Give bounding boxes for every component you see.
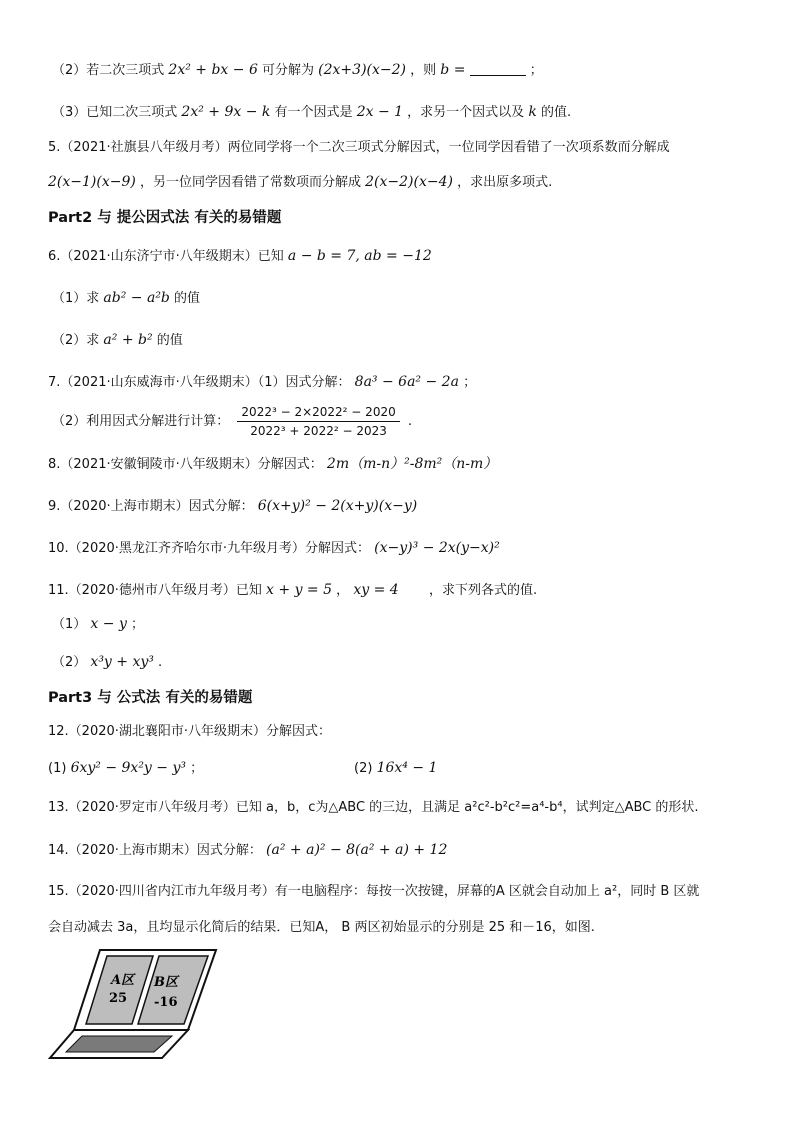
- q5-mid: ，另一位同学因看错了常数项而分解成: [139, 175, 361, 190]
- question-11-part-2: [52, 652, 752, 673]
- question-7: [48, 372, 748, 393]
- q10-label: 10.（2020·黑龙江齐齐哈尔市·九年级月考）分解因式：: [48, 541, 371, 556]
- question-6-part-2: [52, 330, 752, 351]
- question-13: 13.（2020·罗定市八年级月考）已知 a，b，c为△ABC 的三边，且满足 a²c²-b²c²=a⁴-b⁴，试判定△ABC 的形状.: [48, 800, 699, 815]
- q6-1-label: （1）求: [52, 291, 100, 306]
- question-14: [48, 840, 748, 861]
- question-10: [48, 538, 748, 559]
- question-6: [48, 246, 748, 267]
- q11-1-label: （1）: [52, 617, 87, 632]
- q12-2-expr: 16x⁴ − 1: [376, 760, 438, 776]
- q10-expr: (x−y)³ − 2x(y−x)²: [374, 540, 500, 556]
- q4-2-expr: 2x² + bx − 6: [168, 62, 258, 78]
- question-4-part-2: [52, 60, 752, 81]
- question-11-part-1: [52, 614, 752, 635]
- q11-end: ，求下列各式的值.: [428, 583, 538, 598]
- q11-2-end: .: [158, 655, 163, 670]
- q4-3-var: k: [528, 104, 537, 120]
- q11-1-expr: x − y: [90, 616, 127, 632]
- q7-2-end: .: [407, 414, 412, 429]
- question-6-part-1: [52, 288, 752, 309]
- section-heading-part3: Part3 与 公式法 有关的易错题: [48, 690, 253, 706]
- area-b-label: B区: [154, 975, 178, 990]
- q4-2-tail: ，则: [410, 63, 437, 78]
- q11-sep: ，: [336, 583, 350, 598]
- area-b-value: -16: [154, 995, 178, 1010]
- q4-3-end: 的值.: [540, 105, 572, 120]
- q12-1-end: ；: [190, 761, 204, 776]
- question-15-line-2: 会自动减去 3a，且均显示化简后的结果．已知A， B 两区初始显示的分别是 25 和－16，如图.: [48, 920, 595, 935]
- q4-2-var: b =: [440, 62, 466, 78]
- q4-2-end: ；: [529, 63, 543, 78]
- question-9: [48, 496, 748, 517]
- q8-label: 8.（2021·安徽铜陵市·八年级期末）分解因式：: [48, 457, 323, 472]
- question-8: [48, 454, 748, 475]
- q7-2-label: （2）利用因式分解进行计算：: [52, 414, 230, 429]
- q7-label: 7.（2021·山东威海市·八年级期末）（1）因式分解：: [48, 375, 351, 390]
- q5-end: ，求出原多项式.: [457, 175, 553, 190]
- question-12: 12.（2020·湖北襄阳市·八年级期末）分解因式：: [48, 724, 332, 739]
- q14-expr: (a² + a)² − 8(a² + a) + 12: [266, 842, 448, 858]
- q6-2-label: （2）求: [52, 333, 100, 348]
- q4-3-tail: ，求另一个因式以及: [407, 105, 525, 120]
- q6-1-end: 的值: [174, 291, 201, 306]
- area-a-value: 25: [109, 991, 128, 1006]
- q6-1-expr: ab² − a²b: [103, 290, 170, 306]
- q6-expr: a − b = 7, ab = −12: [287, 248, 432, 264]
- laptop-figure: [48, 948, 218, 1063]
- q4-3-expr2: 2x − 1: [356, 104, 404, 120]
- area-a-label: A区: [111, 973, 135, 988]
- q11-expr2: xy = 4: [353, 582, 399, 598]
- q14-label: 14.（2020·上海市期末）因式分解：: [48, 843, 262, 858]
- q11-2-label: （2）: [52, 655, 87, 670]
- question-11: [48, 580, 748, 601]
- q9-expr: 6(x+y)² − 2(x+y)(x−y): [257, 498, 418, 514]
- q5-expr1: 2(x−1)(x−9): [48, 174, 136, 190]
- q11-1-end: ；: [131, 617, 145, 632]
- q5-expr2: 2(x−2)(x−4): [365, 174, 453, 190]
- question-4-part-3: [52, 102, 752, 123]
- q12-2-label: (2): [354, 761, 373, 776]
- question-12-part-1: [48, 758, 203, 779]
- question-5-line-2: [48, 172, 748, 193]
- question-5-line-1: 5.（2021·社旗县八年级月考）两位同学将一个二次三项式分解因式，一位同学因看错了一次项系数而分解成: [48, 140, 670, 155]
- question-15-line-1: 15.（2020·四川省内江市九年级月考）有一电脑程序：每按一次按键，屏幕的A 区就会自动加上 a²，同时 B 区就: [48, 884, 700, 899]
- q4-3-mid: 有一个因式是: [274, 105, 353, 120]
- q6-label: 6.（2021·山东济宁市·八年级期末）已知: [48, 249, 284, 264]
- keyboard-area: [66, 1036, 172, 1052]
- q12-1-label: (1): [48, 761, 67, 776]
- q4-2-expr2: (2x+3)(x−2): [318, 62, 406, 78]
- question-12-part-2: [354, 758, 437, 779]
- q11-2-expr: x³y + xy³: [90, 654, 154, 670]
- fraction-numerator: 2022³ − 2×2022² − 2020: [237, 404, 399, 422]
- question-7-part-2: [52, 402, 752, 442]
- q7-expr: 8a³ − 6a² − 2a: [354, 374, 459, 390]
- fraction-denominator: 2022³ + 2022² − 2023: [250, 424, 387, 438]
- q11-label: 11.（2020·德州市八年级月考）已知: [48, 583, 262, 598]
- q8-expr: 2m（m-n）²-8m²（n-m）: [326, 456, 498, 472]
- q4-2-mid: 可分解为: [262, 63, 315, 78]
- q7-end: ；: [463, 375, 477, 390]
- fraction: [237, 404, 399, 439]
- q6-2-end: 的值: [156, 333, 183, 348]
- section-heading-part2: Part2 与 提公因式法 有关的易错题: [48, 210, 282, 226]
- q4-2-label: （2）若二次三项式: [52, 63, 165, 78]
- answer-blank[interactable]: [470, 61, 526, 76]
- q6-2-expr: a² + b²: [103, 332, 153, 348]
- q9-label: 9.（2020·上海市期末）因式分解：: [48, 499, 254, 514]
- q4-3-expr: 2x² + 9x − k: [181, 104, 271, 120]
- q12-1-expr: 6xy² − 9x²y − y³: [70, 760, 186, 776]
- q11-expr1: x + y = 5: [266, 582, 333, 598]
- q4-3-label: （3）已知二次三项式: [52, 105, 178, 120]
